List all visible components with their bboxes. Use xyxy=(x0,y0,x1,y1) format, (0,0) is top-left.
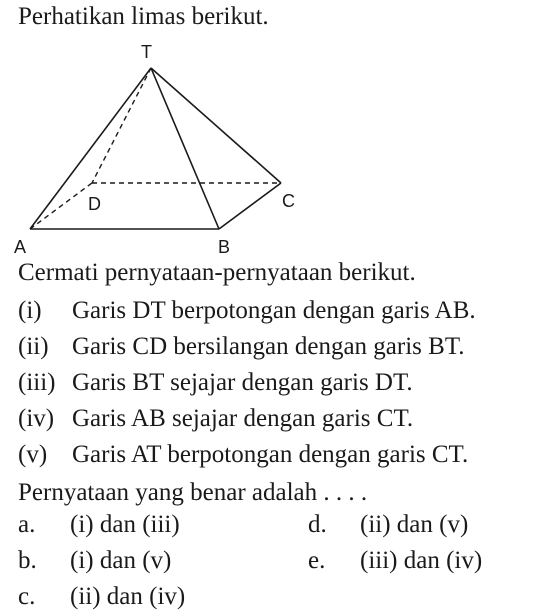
option-letter: b. xyxy=(18,547,37,574)
vertex-label-t: T xyxy=(141,42,152,62)
option-text: (ii) dan (v) xyxy=(360,511,469,538)
pyramid-figure xyxy=(0,36,554,266)
intro-text: Perhatikan limas berikut. xyxy=(18,3,269,30)
statement-number: (i) xyxy=(18,297,42,324)
statement-number: (ii) xyxy=(18,333,49,360)
option-text: (i) dan (iii) xyxy=(70,511,180,538)
vertex-label-b: B xyxy=(218,237,231,257)
statement-text: Garis BT sejajar dengan garis DT. xyxy=(72,369,413,396)
option-letter: d. xyxy=(308,511,327,538)
edge-tc xyxy=(151,68,281,183)
statement-text: Garis AB sejajar dengan garis CT. xyxy=(72,405,414,432)
option-letter: c. xyxy=(18,583,36,610)
vertex-label-a: A xyxy=(14,237,27,257)
option-letter: e. xyxy=(308,547,326,574)
vertex-label-c: C xyxy=(282,191,295,211)
statement-text: Garis AT berpotongan dengan garis CT. xyxy=(72,441,469,468)
option-text: (iii) dan (iv) xyxy=(360,547,483,574)
question-text: Pernyataan yang benar adalah . . . . xyxy=(18,479,368,506)
statement-text: Garis CD bersilangan dengan garis BT. xyxy=(72,333,465,360)
statement-number: (iv) xyxy=(18,405,55,432)
edge-td xyxy=(92,68,151,183)
edge-bc xyxy=(219,183,281,229)
statement-text: Garis DT berpotongan dengan garis AB. xyxy=(72,297,476,324)
statement-number: (v) xyxy=(18,441,48,468)
option-text: (i) dan (v) xyxy=(70,547,172,574)
option-letter: a. xyxy=(18,511,36,538)
vertex-label-d: D xyxy=(88,194,101,214)
statement-number: (iii) xyxy=(18,369,56,396)
edge-ad xyxy=(30,183,92,229)
prompt-text: Cermati pernyataan-pernyataan berikut. xyxy=(18,259,416,286)
edge-tb xyxy=(151,68,219,229)
option-text: (ii) dan (iv) xyxy=(70,583,186,610)
